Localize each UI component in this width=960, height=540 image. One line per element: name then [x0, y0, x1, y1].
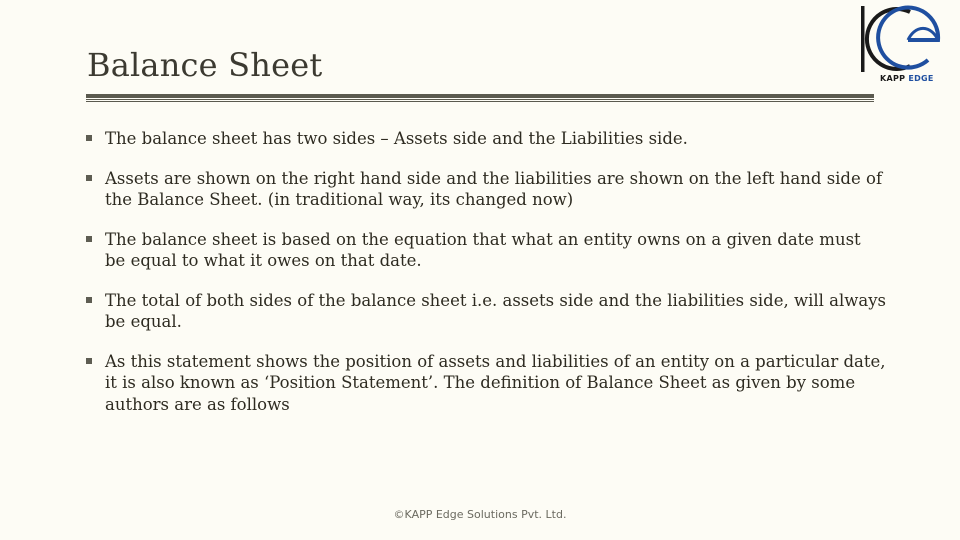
bullet-text: The total of both sides of the balance sheet i.e. assets side and the liabilities side, will always be equal.: [105, 290, 887, 331]
logo-wordmark: [880, 74, 934, 83]
logo-text-kapp: KAPP: [880, 74, 906, 83]
bullet-text: The balance sheet has two sides – Assets side and the Liabilities side.: [105, 129, 688, 148]
logo-text-edge: EDGE: [908, 74, 934, 83]
square-bullet-icon: [86, 297, 92, 303]
title-underline-thick: [86, 94, 874, 98]
footer-copyright: ©KAPP Edge Solutions Pvt. Ltd.: [393, 508, 567, 521]
square-bullet-icon: [86, 175, 92, 181]
bullet-text: The balance sheet is based on the equation that what an entity owns on a given date must be equal to what it owes on that date.: [105, 229, 861, 270]
list-item: [86, 128, 886, 150]
bullet-text: As this statement shows the position of assets and liabilities of an entity on a particular date, it is also known as ‘Position Statement’. The definition of Balance Sheet as given by some authors are as follows: [105, 351, 886, 414]
title-underline-thin-1: [86, 99, 874, 100]
bullet-list: [86, 128, 886, 433]
list-item: [86, 229, 886, 272]
bullet-text: Assets are shown on the right hand side and the liabilities are shown on the left hand side of the Balance Sheet. (in traditional way, its changed now): [105, 168, 883, 209]
list-item: [86, 290, 886, 333]
slide-title: Balance Sheet: [87, 46, 323, 84]
list-item: [86, 168, 886, 211]
square-bullet-icon: [86, 358, 92, 364]
title-underline-thin-2: [86, 101, 874, 102]
square-bullet-icon: [86, 236, 92, 242]
square-bullet-icon: [86, 135, 92, 141]
list-item: [86, 351, 886, 416]
